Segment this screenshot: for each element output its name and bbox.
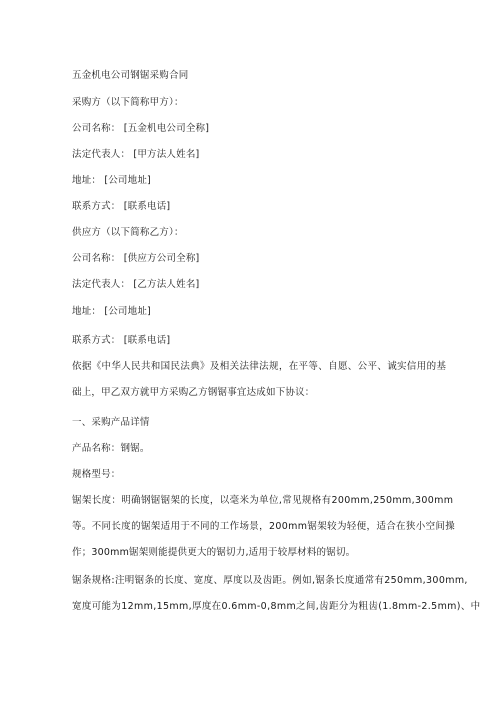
supplier-company-name: 公司名称： [供应方公司全称] xyxy=(72,253,200,264)
buyer-address: 地址： [公司地址] xyxy=(72,175,151,186)
supplier-heading: 供应方（以下简称乙方）： xyxy=(72,227,184,238)
preamble-line-2: 础上，甲乙双方就甲方采购乙方钢锯事宜达成如下协议： xyxy=(72,387,315,398)
section-1-heading: 一、采购产品详情 xyxy=(72,417,150,428)
supplier-contact: 联系方式： [联系电话] xyxy=(72,335,171,346)
supplier-address: 地址： [公司地址] xyxy=(72,306,151,317)
buyer-company-name: 公司名称： [五金机电公司全称] xyxy=(72,123,210,134)
product-name: 产品名称：钢锯。 xyxy=(72,443,150,454)
buyer-legal-representative: 法定代表人： [甲方法人姓名] xyxy=(72,149,200,160)
spec-heading: 规格型号： xyxy=(72,469,121,480)
frame-length-line-3: 作；300mm锯架则能提供更大的锯切力,适用于较厚材料的锯切。 xyxy=(72,547,356,558)
supplier-legal-representative: 法定代表人： [乙方法人姓名] xyxy=(72,279,200,290)
blade-spec-line-1: 锯条规格:注明锯条的长度、宽度、厚度以及齿距。例如,锯条长度通常有250mm,300mm, xyxy=(72,575,468,586)
buyer-contact: 联系方式： [联系电话] xyxy=(72,201,171,212)
blade-spec-line-2: 宽度可能为12mm,15mm,厚度在0.6mm-0,8mm之间,齿距分为粗齿(1.8mm-2.5mm)、中 xyxy=(72,601,481,612)
buyer-heading: 采购方（以下简称甲方）： xyxy=(72,97,184,108)
contract-title: 五金机电公司钢锯采购合同 xyxy=(72,70,189,81)
preamble-line-1: 依据《中华人民共和国民法典》及相关法律法规，在平等、自愿、公平、诚实信用的基 xyxy=(72,361,447,372)
frame-length-line-1: 锯架长度：明确钢锯锯架的长度，以毫米为单位,常见规格有200mm,250mm,300mm xyxy=(72,495,454,506)
frame-length-line-2: 等。不同长度的锯架适用于不同的工作场景，200mm锯架较为轻便，适合在狭小空间操 xyxy=(72,521,456,532)
